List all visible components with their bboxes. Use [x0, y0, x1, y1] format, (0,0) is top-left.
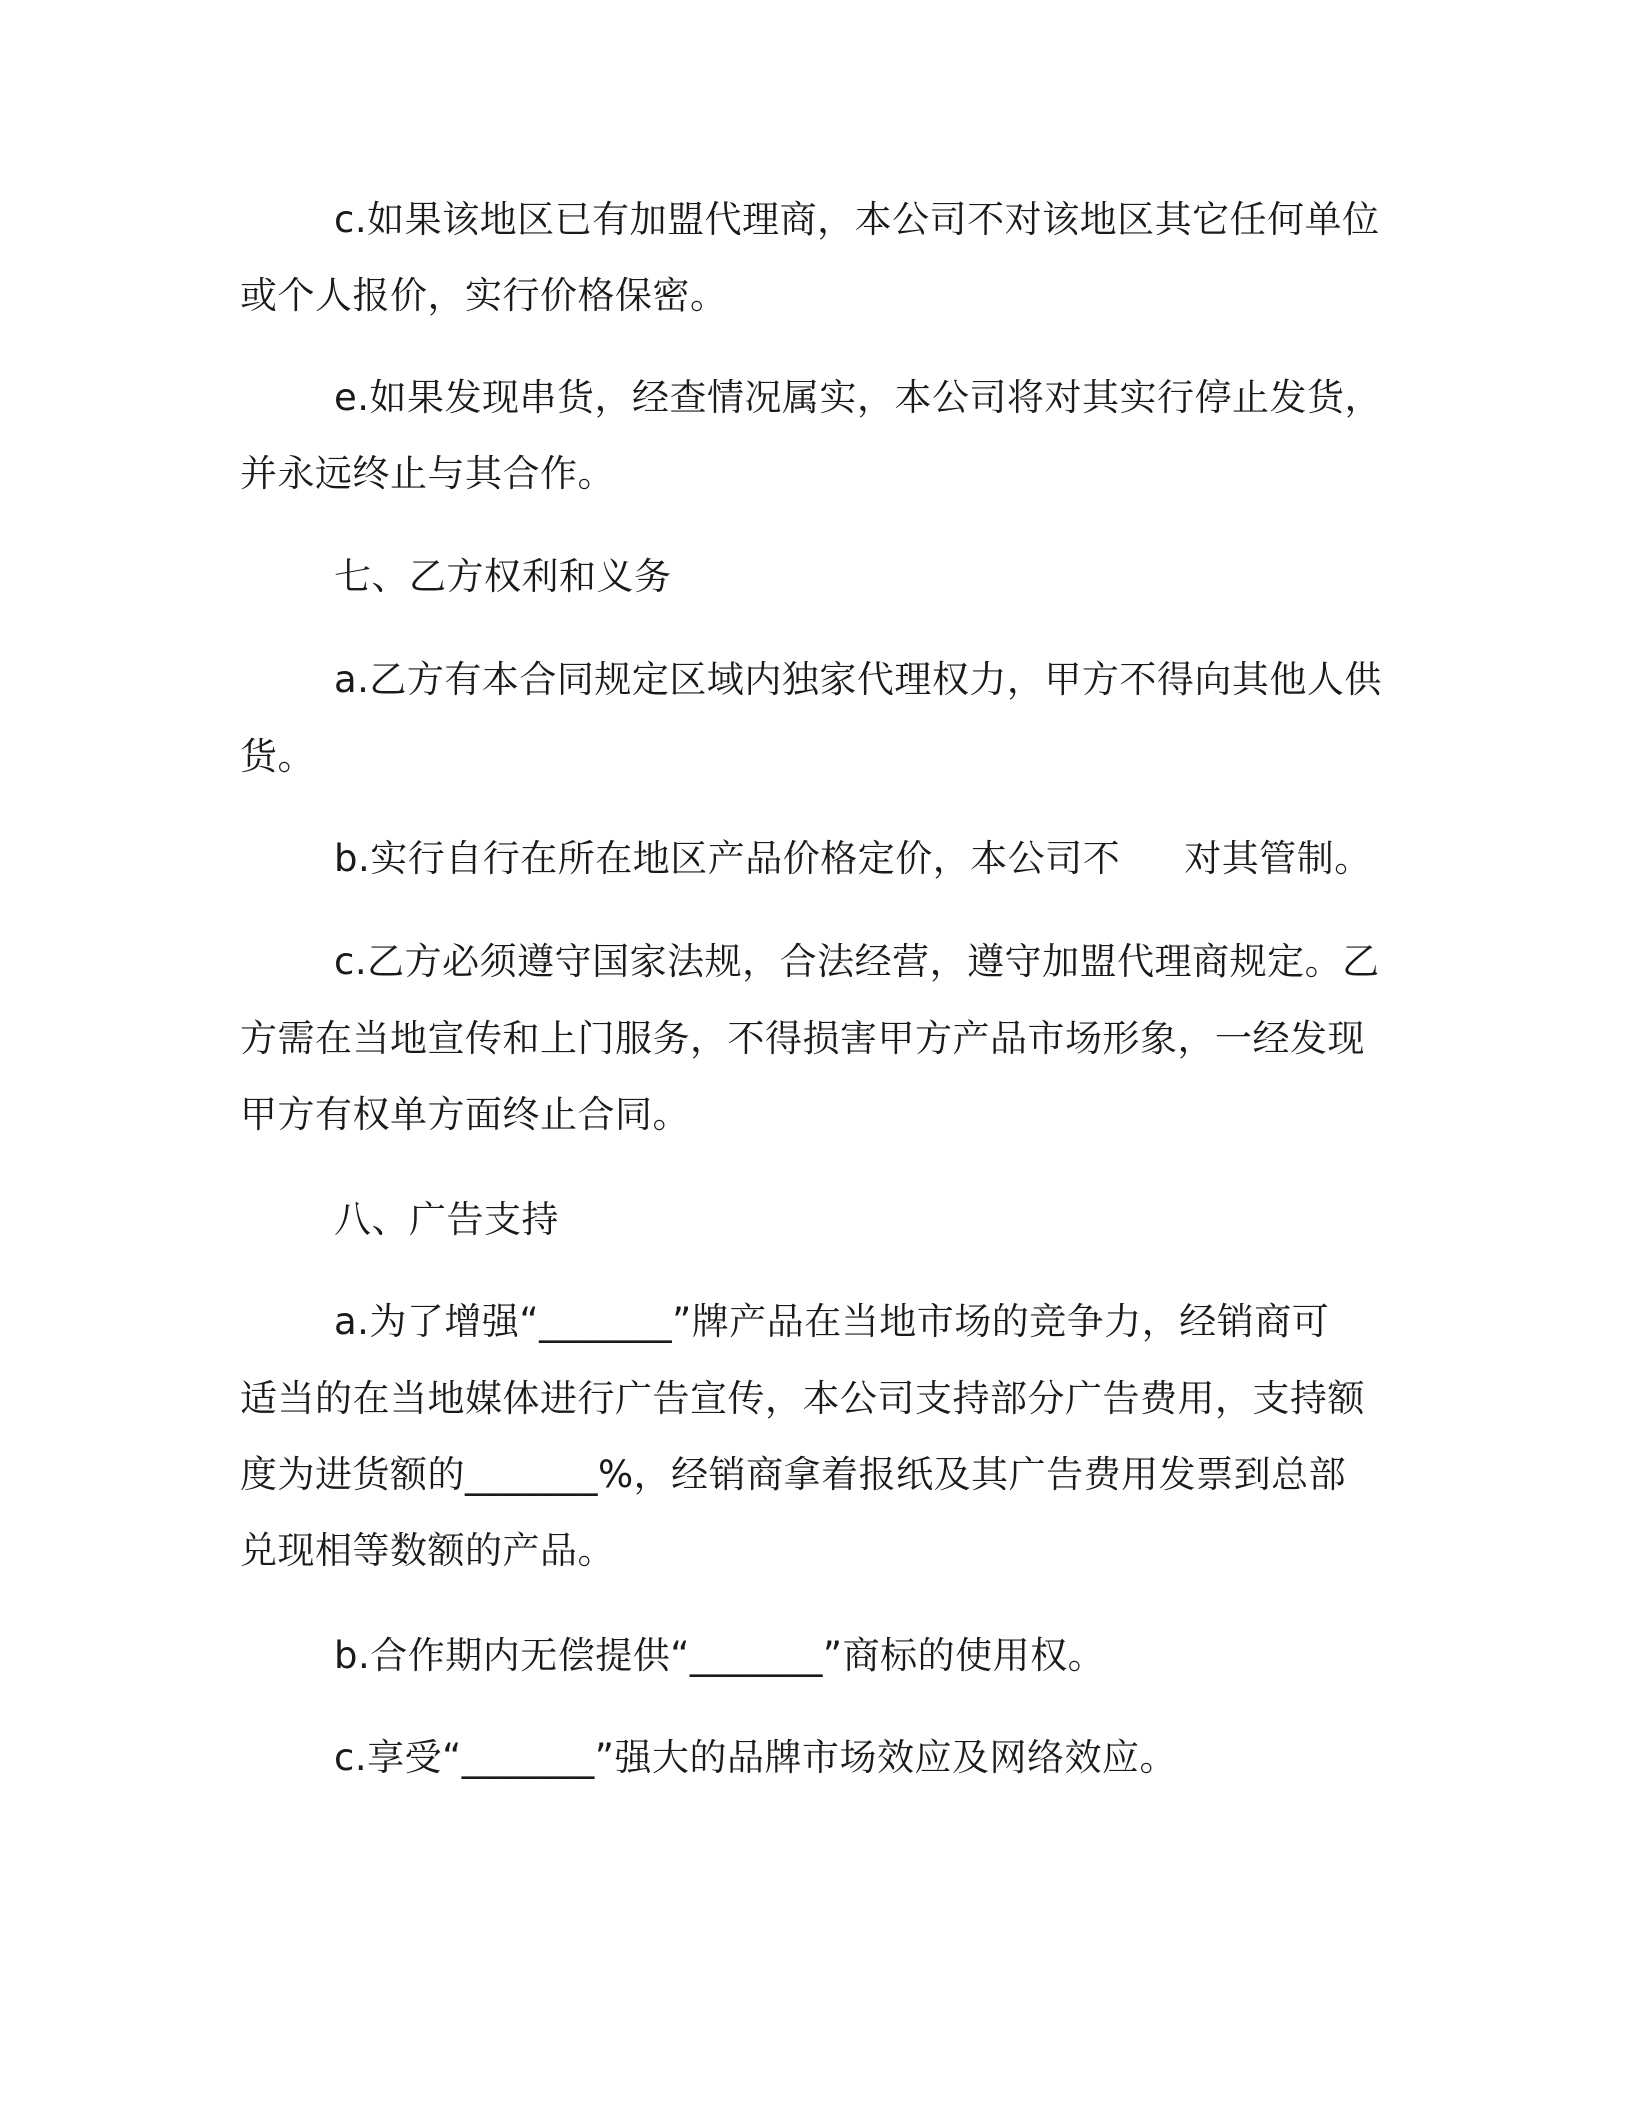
- clause-e-line-2: 并永远终止与其合作。: [240, 452, 615, 495]
- section-7-c-line-1: c.乙方必须遵守国家法规，合法经营，遵守加盟代理商规定。乙: [334, 940, 1380, 983]
- section-7-c-line-2: 方需在当地宣传和上门服务，不得损害甲方产品市场形象，一经发现: [240, 1017, 1365, 1060]
- section-7-a-line-1: a.乙方有本合同规定区域内独家代理权力，甲方不得向其他人供: [334, 658, 1382, 701]
- section-7-b-part-1: b.实行自行在所在地区产品价格定价，本公司不: [334, 837, 1121, 880]
- section-8-a-line-2: 适当的在当地媒体进行广告宣传，本公司支持部分广告费用，支持额: [240, 1377, 1365, 1420]
- section-8-c-line: c.享受“_______”强大的品牌市场效应及网络效应。: [334, 1736, 1177, 1779]
- section-7-b-part-2: 对其管制。: [1184, 837, 1372, 880]
- section-7-heading: 七、乙方权利和义务: [334, 555, 672, 598]
- section-7-c-line-3: 甲方有权单方面终止合同。: [240, 1093, 690, 1136]
- section-8-a-line-4: 兑现相等数额的产品。: [240, 1529, 615, 1572]
- clause-c-line-1: c.如果该地区已有加盟代理商，本公司不对该地区其它任何单位: [334, 198, 1380, 241]
- section-8-a-line-1: a.为了增强“_______”牌产品在当地市场的竞争力，经销商可: [334, 1300, 1330, 1343]
- section-8-b-line: b.合作期内无偿提供“_______”商标的使用权。: [334, 1634, 1106, 1677]
- section-7-a-line-2: 货。: [240, 735, 315, 778]
- section-7-b-line: [334, 835, 1372, 883]
- section-8-a-line-3: 度为进货额的_______%，经销商拿着报纸及其广告费用发票到总部: [240, 1453, 1347, 1496]
- clause-c-line-2: 或个人报价，实行价格保密。: [240, 274, 728, 317]
- clause-e-line-1: e.如果发现串货，经查情况属实，本公司将对其实行停止发货，: [334, 376, 1383, 419]
- section-8-heading: 八、广告支持: [334, 1198, 559, 1241]
